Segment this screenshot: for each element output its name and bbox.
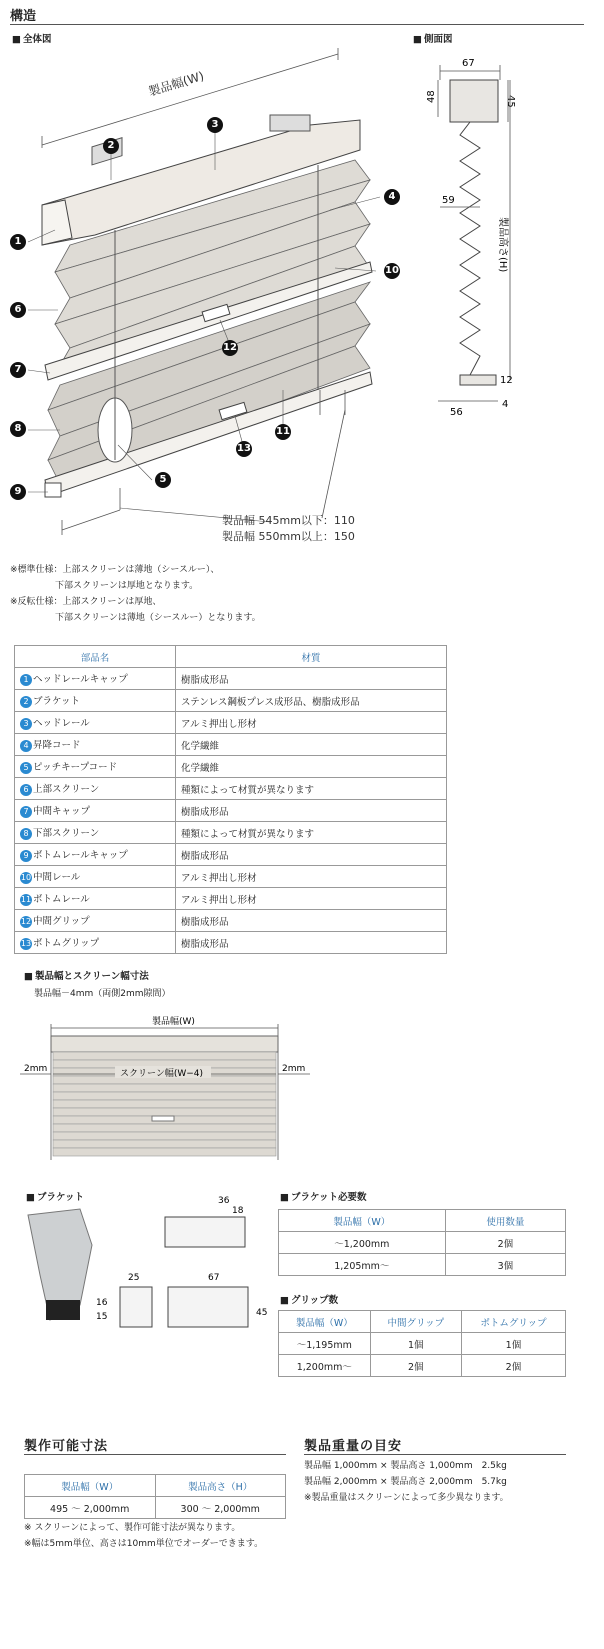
table-row: 5 ピッチキープコード 化学繊維 [15,756,447,778]
table-row: 2 ブラケット ステンレス鋼板プレス成形品、樹脂成形品 [15,690,447,712]
parts-header-material: 材質 [176,646,447,668]
table-row: 9 ボトムレールキャップ 樹脂成形品 [15,844,447,866]
table-row: 12 中間グリップ 樹脂成形品 [15,910,447,932]
callout-3: 3 [207,117,223,133]
table-row: 6 上部スクリーン 種類によって材質が異なります [15,778,447,800]
table-row: 1,205mm～ 3個 [279,1254,566,1276]
callout-7: 7 [10,362,26,378]
parts-table [14,645,447,954]
side-pleats [460,122,480,375]
section-width-screen: ■ 製品幅とスクリーン幅寸法 [24,968,149,982]
br-25: 25 [128,1273,140,1283]
side-12: 12 [500,375,513,386]
table-row: 4 昇降コード 化学繊維 [15,734,447,756]
side-head-rail [450,80,498,122]
br-67: 67 [208,1273,220,1283]
grip-table: 製品幅（W） 中間グリップ ボトムグリップ ～1,195mm 1個 1個 1,200mm～ 2個 2個 [278,1310,566,1377]
size-notes: ※ スクリーンによって、製作可能寸法が異なります。 ※幅は5mm単位、高さは10mm単位でオーダーできます。 [24,1523,264,1549]
side-67: 67 [462,58,475,69]
title-rule [10,24,584,25]
bracket-table: 製品幅（W） 使用数量 ～1,200mm 2個 1,205mm～ 3個 [278,1209,566,1276]
side-45: 45 [505,95,516,108]
size-title: 製作可能寸法 [24,1439,109,1454]
table-row: ～1,195mm 1個 1個 [279,1333,566,1355]
weight-title: 製品重量の目安 [304,1439,403,1454]
section-grip: ■ グリップ数 [280,1292,338,1306]
table-row: 7 中間キャップ 樹脂成形品 [15,800,447,822]
w2-gap-right: 2mm [282,1064,306,1074]
table-row: 13 ボトムグリップ 樹脂成形品 [15,932,447,954]
spec-notes: ※標準仕様：上部スクリーンは薄地（シースルー）、 下部スクリーンは厚地となります。 ※反転仕様：上部スクリーンは厚地、 下部スクリーンは薄地（シースルー）となります。 [10,565,261,623]
table-row: 495 ～ 2,000mm 300 ～ 2,000mm [25,1497,286,1519]
table-row: 1,200mm～ 2個 2個 [279,1355,566,1377]
side-diagram [420,55,530,420]
size-table: 製品幅（W） 製品高さ（H） 495 ～ 2,000mm 300 ～ 2,000mm [24,1474,286,1519]
parts-header-name: 部品名 [15,646,176,668]
section-bracket-req: ■ ブラケット必要数 [280,1189,367,1203]
weight-lines: 製品幅 1,000mm × 製品高さ 1,000mm 2.5kg 製品幅 2,000mm × 製品高さ 2,000mm 5.7kg ※製品重量はスクリーンによって多少異なります。 [304,1461,509,1503]
callout-1: 1 [10,234,26,250]
table-row: 3 ヘッドレール アルミ押出し形材 [15,712,447,734]
section-side: ■ 側面図 [413,31,453,45]
bottom-rail-cap [45,483,61,497]
width-note-1: 製品幅 545mm以下：110 [222,514,355,527]
br-36: 36 [218,1196,230,1206]
w2-screen-label: スクリーン幅(W−4) [120,1069,204,1079]
w2-head-rail [51,1036,278,1052]
w2-grip [152,1116,174,1121]
br-16: 16 [96,1298,108,1308]
callout-9: 9 [10,484,26,500]
width-screen-diagram [20,1010,330,1170]
br-18: 18 [232,1206,244,1216]
table-row: 8 下部スクリーン 種類によって材質が異なります [15,822,447,844]
side-height: 製品高さ(H) [497,217,508,273]
table-row: 1 ヘッドレールキャップ 樹脂成形品 [15,668,447,690]
bracket-right [270,115,310,131]
callout-10: 10 [384,263,400,279]
callout-11: 11 [275,424,291,440]
w2-gap-left: 2mm [24,1064,48,1074]
table-row: 11 ボトムレール アルミ押出し形材 [15,888,447,910]
callout-6: 6 [10,302,26,318]
section-bracket: ■ ブラケット [26,1189,84,1203]
br-15: 15 [96,1312,108,1322]
table-row: 10 中間レール アルミ押出し形材 [15,866,447,888]
side-4: 4 [502,399,509,410]
w2-product-label: 製品幅(W) [152,1017,195,1027]
side-56: 56 [450,407,463,418]
overall-diagram [0,40,400,560]
callout-12: 12 [222,340,238,356]
width-label: 製品幅(W) [146,68,206,99]
bracket-photo [28,1209,92,1320]
callout-13: 13 [236,441,252,457]
callout-5: 5 [155,472,171,488]
width-screen-note: 製品幅－4mm（両側2mm隙間） [34,989,171,999]
side-59: 59 [442,195,455,206]
callout-4: 4 [384,189,400,205]
table-row: ～1,200mm 2個 [279,1232,566,1254]
br-45: 45 [256,1308,268,1318]
side-bottom-rail [460,375,496,385]
callout-2: 2 [103,138,119,154]
section-overall: ■ 全体図 [12,31,52,45]
callout-8: 8 [10,421,26,437]
side-48: 48 [426,90,437,103]
page-title: 構造 [10,9,37,24]
width-note-2: 製品幅 550mm以上：150 [222,530,355,543]
